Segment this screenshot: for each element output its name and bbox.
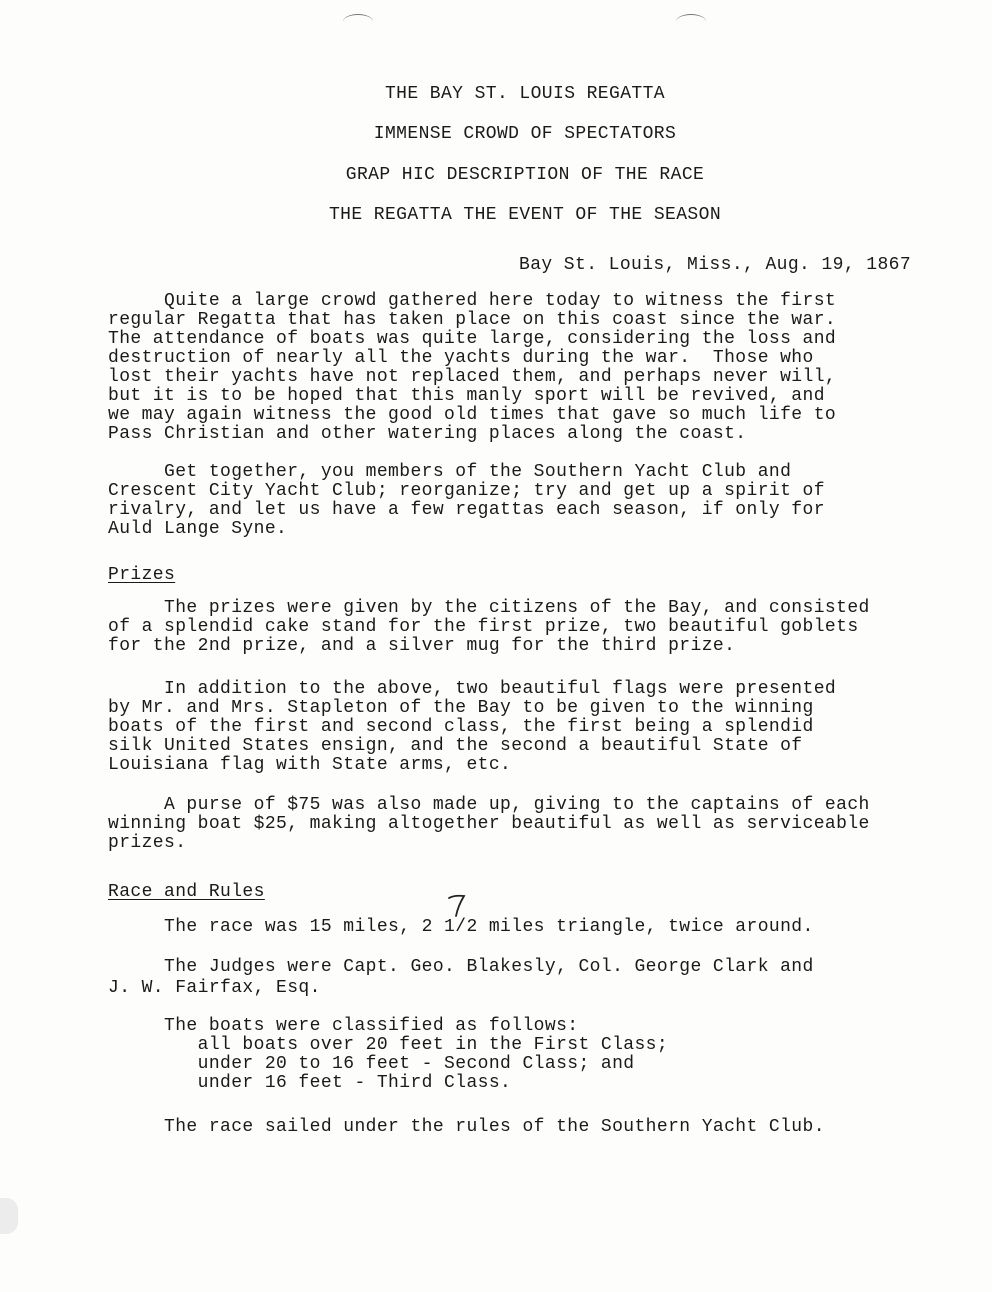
text-line: Louisiana flag with State arms, etc. bbox=[108, 755, 512, 775]
text-line: all boats over 20 feet in the First Class; bbox=[108, 1035, 669, 1055]
text-line: Get together, you members of the Southern Yacht Club and bbox=[108, 462, 792, 482]
text-line: The race was 15 miles, 2 1/2 miles triangle, twice around. bbox=[108, 917, 814, 937]
text-line: for the 2nd prize, and a silver mug for the third prize. bbox=[108, 636, 736, 656]
text-line: boats of the first and second class, the first being a splendid bbox=[108, 717, 814, 737]
dateline: Bay St. Louis, Miss., Aug. 19, 1867 bbox=[519, 255, 912, 275]
text-line: destruction of nearly all the yachts during the war. Those who bbox=[108, 348, 814, 368]
text-line: The attendance of boats was quite large, considering the loss and bbox=[108, 329, 837, 349]
text-line: of a splendid cake stand for the first prize, two beautiful goblets bbox=[108, 617, 859, 637]
title-line: THE BAY ST. LOUIS REGATTA bbox=[384, 84, 666, 104]
subtitle-line: THE REGATTA THE EVENT OF THE SEASON bbox=[328, 205, 722, 225]
text-line: regular Regatta that has taken place on this coast since the war. bbox=[108, 310, 837, 330]
text-line: The boats were classified as follows: bbox=[108, 1016, 579, 1036]
text-line: by Mr. and Mrs. Stapleton of the Bay to be given to the winning bbox=[108, 698, 814, 718]
section-heading-race-and-rules: Race and Rules bbox=[108, 882, 265, 902]
text-line: The race sailed under the rules of the Southern Yacht Club. bbox=[108, 1117, 825, 1137]
handwritten-correction bbox=[446, 892, 468, 926]
text-line: J. W. Fairfax, Esq. bbox=[108, 978, 321, 998]
text-line: under 16 feet - Third Class. bbox=[108, 1073, 512, 1093]
text-line: rivalry, and let us have a few regattas each season, if only for bbox=[108, 500, 825, 520]
text-line: prizes. bbox=[108, 833, 187, 853]
text-line: The Judges were Capt. Geo. Blakesly, Col. George Clark and bbox=[108, 957, 814, 977]
text-line: lost their yachts have not replaced them, and perhaps never will, bbox=[108, 367, 837, 387]
text-line: we may again witness the good old times that gave so much life to bbox=[108, 405, 837, 425]
punch-hole-mark-left bbox=[343, 14, 373, 29]
text-line: Auld Lange Syne. bbox=[108, 519, 288, 539]
section-heading-prizes: Prizes bbox=[108, 565, 176, 585]
text-line: but it is to be hoped that this manly sport will be revived, and bbox=[108, 386, 825, 406]
text-line: In addition to the above, two beautiful flags were presented bbox=[108, 679, 837, 699]
text-line: silk United States ensign, and the second a beautiful State of bbox=[108, 736, 803, 756]
subtitle-line: GRAP HIC DESCRIPTION OF THE RACE bbox=[345, 165, 705, 185]
page-edge-tab bbox=[0, 1198, 18, 1234]
text-line: Quite a large crowd gathered here today to witness the first bbox=[108, 291, 837, 311]
text-line: winning boat $25, making altogether beautiful as well as serviceable bbox=[108, 814, 870, 834]
text-line: Pass Christian and other watering places along the coast. bbox=[108, 424, 747, 444]
subtitle-line: IMMENSE CROWD OF SPECTATORS bbox=[373, 124, 677, 144]
punch-hole-mark-right bbox=[676, 14, 706, 29]
text-line: The prizes were given by the citizens of the Bay, and consisted bbox=[108, 598, 870, 618]
text-line: A purse of $75 was also made up, giving to the captains of each bbox=[108, 795, 870, 815]
text-line: under 20 to 16 feet - Second Class; and bbox=[108, 1054, 635, 1074]
text-line: Crescent City Yacht Club; reorganize; try and get up a spirit of bbox=[108, 481, 825, 501]
handwritten-seven-glyph bbox=[446, 892, 468, 926]
